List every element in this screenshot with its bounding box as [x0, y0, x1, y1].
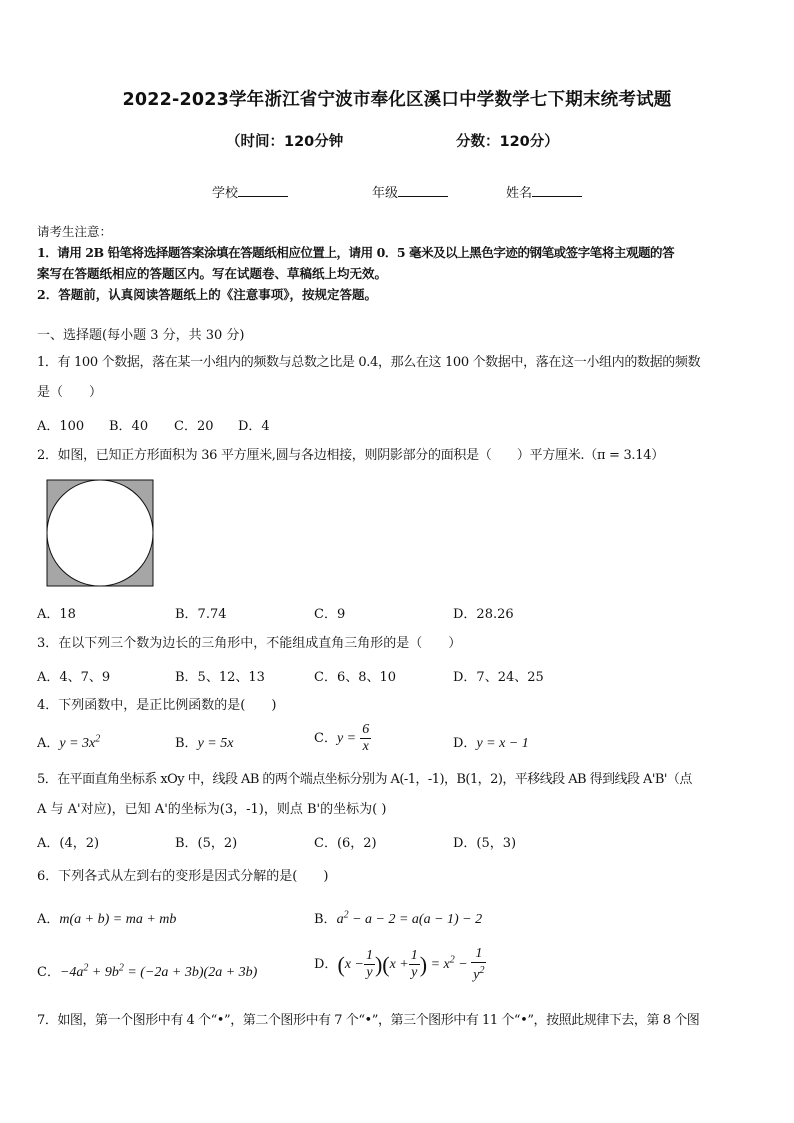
q4-option-b[interactable]	[175, 732, 233, 752]
school-blank[interactable]	[238, 184, 288, 197]
q3-option-d[interactable]: D．7、24、25	[453, 670, 544, 685]
q3-option-a[interactable]: A．4、7、9	[37, 670, 111, 685]
q4-c-num: 6	[362, 722, 370, 737]
name-blank[interactable]	[532, 184, 582, 197]
q4-a-label: A．	[37, 736, 60, 751]
q5-option-d[interactable]: D．(5，3)	[453, 836, 517, 851]
q6-c-mid: + 9b	[88, 965, 119, 980]
q5-option-a[interactable]: A．(4，2)	[37, 836, 100, 851]
q4-option-a[interactable]	[37, 732, 100, 752]
q6-d-label: D．	[314, 957, 338, 973]
q4-c-lhs: y =	[336, 731, 357, 746]
time-label: （时间：120分钟	[226, 134, 344, 150]
q5-text2: A 与 A'对应)，已知 A'的坐标为(3，-1)，则点 B'的坐标为( )	[37, 802, 387, 817]
q5-option-c[interactable]: C．(6，2)	[314, 836, 377, 851]
q4-option-d[interactable]	[453, 732, 529, 752]
q6-text: 6．下列各式从左到右的变形是因式分解的是( )	[37, 869, 329, 884]
q1-text2: 是（ ）	[37, 385, 103, 400]
grade-label: 年级	[372, 186, 399, 201]
q2-option-a[interactable]: A．18	[37, 607, 76, 622]
q5-text: 5．在平面直角坐标系 xOy 中，线段 AB 的两个端点坐标分别为 A(-1，-1)，B(1，2)，平移线段 AB 得到线段 A'B'（点	[37, 772, 692, 787]
q6-b-label: B．	[314, 912, 337, 927]
q6-a-label: A．	[37, 912, 60, 927]
page-title: 2022-2023学年浙江省宁波市奉化区溪口中学数学七下期末统考试题	[122, 90, 672, 110]
q6-c-pre: −4a	[59, 965, 84, 980]
q4-option-c[interactable]	[314, 722, 371, 755]
school-field[interactable]	[212, 182, 288, 201]
score-label: 分数：120分）	[456, 134, 559, 150]
q2-option-d[interactable]: D．28.26	[453, 607, 514, 622]
school-label: 学校	[212, 186, 239, 201]
q2-option-b[interactable]: B．7.74	[175, 607, 227, 622]
q4-text: 4．下列函数中，是正比例函数的是( )	[37, 698, 277, 713]
q6-option-c[interactable]	[37, 961, 257, 981]
q4-a-expr: y = 3x	[59, 736, 96, 751]
name-label: 姓名	[506, 186, 533, 201]
q6-d-expr: (x − $\frac{1}{y}$ )(x + $\frac{1}{y}$ ) = $x^2$ − $\frac{1}{y^2}$	[337, 946, 485, 983]
q6-b-exp: 2	[343, 909, 349, 921]
q4-c-fraction	[360, 722, 371, 755]
q6-c-post: = (−2a + 3b)(2a + 3b)	[123, 965, 258, 980]
q6-b-post: − a − 2 = a(a − 1) − 2	[348, 912, 483, 927]
q6-c-exp1: 2	[83, 962, 89, 974]
q3-option-c[interactable]: C．6、8、10	[314, 670, 397, 685]
q6-option-d[interactable]	[314, 946, 486, 984]
q6-c-label: C．	[37, 965, 60, 980]
q6-b-pre: a	[336, 912, 344, 927]
square-circle-figure	[46, 479, 156, 589]
q6-option-b[interactable]	[314, 908, 482, 928]
q4-d-expr: y = x − 1	[476, 736, 529, 751]
section1-heading: 一、选择题(每小题 3 分，共 30 分)	[37, 328, 245, 343]
q1-option-a[interactable]: A．100	[37, 419, 85, 434]
q3-text: 3．在以下列三个数为边长的三角形中，不能组成直角三角形的是（ ）	[37, 636, 462, 651]
q1-option-b[interactable]: B．40	[109, 419, 149, 434]
q6-a-expr: m(a + b) = ma + mb	[59, 912, 177, 927]
grade-field[interactable]	[372, 182, 448, 201]
q7-text: 7．如图，第一个图形中有 4 个“•”，第二个图形中有 7 个“•”，第三个图形中有 11 个“•”，按照此规律下去，第 8 个图	[37, 1013, 700, 1028]
notice-heading: 请考生注意：	[37, 224, 113, 239]
q1-option-c[interactable]: C．20	[174, 419, 214, 434]
q4-a-exp: 2	[95, 733, 101, 745]
notice-line2: 2．答题前，认真阅读答题纸上的《注意事项》，按规定答题。	[37, 287, 377, 302]
name-field[interactable]	[506, 182, 582, 201]
notice-line1b: 案写在答题纸相应的答题区内。写在试题卷、草稿纸上均无效。	[37, 266, 388, 281]
q4-d-label: D．	[453, 736, 477, 751]
inscribed-circle	[47, 480, 153, 586]
notice-line1: 1．请用 2B 铅笔将选择题答案涂填在答题纸相应位置上，请用 0．5 毫米及以上黑色字迹的钢笔或签字笔将主观题的答	[37, 245, 675, 260]
q3-option-b[interactable]: B．5、12、13	[175, 670, 265, 685]
q5-option-b[interactable]: B．(5，2)	[175, 836, 238, 851]
grade-blank[interactable]	[398, 184, 448, 197]
q4-b-label: B．	[175, 736, 198, 751]
q6-c-exp2: 2	[118, 962, 124, 974]
q1-option-d[interactable]: D．4	[238, 419, 270, 434]
q1-text: 1．有 100 个数据，落在某一小组内的频数与总数之比是 0.4，那么在这 100 个数据中，落在这一小组内的数据的频数	[37, 355, 701, 370]
q4-c-label: C．	[314, 731, 337, 746]
q4-b-expr: y = 5x	[197, 736, 234, 751]
q2-text: 2．如图，已知正方形面积为 36 平方厘米,圆与各边相接，则阴影部分的面积是（ ）平方厘米.（π = 3.14）	[37, 448, 664, 463]
q2-option-c[interactable]: C．9	[314, 607, 346, 622]
q4-c-den: x	[362, 739, 369, 754]
q6-option-a[interactable]	[37, 908, 176, 928]
